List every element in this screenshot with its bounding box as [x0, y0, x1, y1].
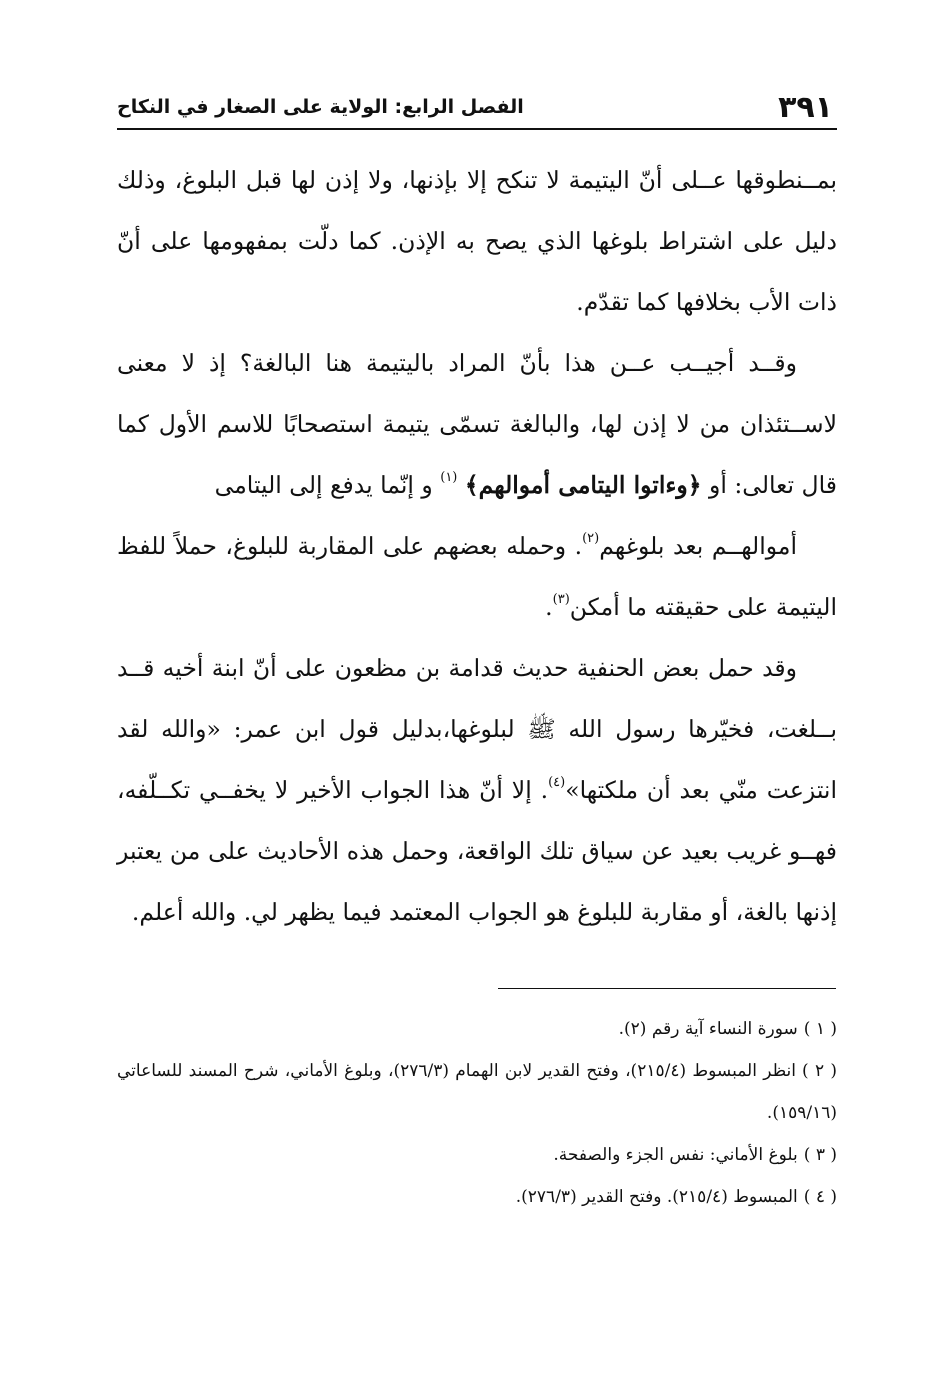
page-header [117, 88, 837, 134]
footnote-marker: ( ٣ ) [803, 1145, 837, 1165]
paragraph-text: وقــد أجيــب عــن هذا بأنّ المراد باليتيمة هنا البالغة؟ إذ لا معنى لاســتئذان من لا إذن لها، والبالغة تسمّى يتيمة استصحابًا للاسم الأول كما قال تعالى: أو [117, 349, 837, 499]
paragraph-text [457, 471, 464, 499]
footnote-reference: (٢) [582, 531, 600, 546]
footnote-marker: ( ٢ ) [802, 1061, 838, 1081]
paragraph [117, 638, 837, 943]
footnote-marker: ( ١ ) [803, 1019, 837, 1039]
paragraph-text: و إنّما يدفع إلى اليتامى [214, 471, 441, 499]
footnote [117, 1134, 837, 1176]
footnote-separator [498, 988, 836, 989]
footnote-text: سورة النساء آية رقم (٢). [618, 1019, 798, 1039]
paragraph-text: . إلا أنّ هذا الجواب الأخير لا يخفــي تكــلّفه، فهــو غريب بعيد عن سياق تلك الواقعة، وحمل هذه الأحاديث على من يعتبر إذنها بالغة، أو مقاربة للبلوغ هو الجواب المعتمد فيما يظهر لي. والله أعلم. [117, 776, 837, 926]
paragraph [117, 333, 837, 516]
paragraph-text: . [545, 593, 553, 621]
paragraph-text: أموالهــم بعد بلوغهم [599, 532, 798, 560]
footnote-reference: (٤) [548, 775, 566, 790]
page-number: ٣٩١ [778, 90, 833, 125]
running-title: الفصل الرابع: الولاية على الصغار في النكاح [117, 96, 524, 118]
paragraph-text: بمــنطوقها عــلى أنّ اليتيمة لا تنكح إلا بإذنها، ولا إذن لها قبل البلوغ، وذلك دليل على اشتراط بلوغها الذي يصح به الإذن. كما دلّت بمفهومها على أنّ ذات الأب بخلافها كما تقدّم. [117, 166, 837, 316]
paragraph-text: . وحمله بعضهم على المقاربة للبلوغ، حملاً للفظ اليتيمة على حقيقته ما أمكن [117, 532, 837, 621]
quran-verse: ﴿وءاتوا اليتامى أموالهم﴾ [464, 471, 702, 499]
footnote-reference: (١) [440, 470, 458, 485]
paragraph [117, 516, 837, 638]
paragraph-text: وقد حمل بعض الحنفية حديث قدامة بن مظعون على أنّ ابنة أخيه قــد بــلغت، فخيّرها رسول الله ﷺ لبلوغها،بدليل قول ابن عمر: «والله لقد انتزعت منّي بعد أن ملكتها» [117, 654, 837, 804]
footnote [117, 1176, 837, 1218]
footnote-text: بلوغ الأماني: نفس الجزء والصفحة. [553, 1145, 798, 1165]
footnotes [117, 1008, 837, 1218]
footnote-marker: ( ٤ ) [803, 1187, 837, 1207]
footnote-text: انظر المبسوط (٢١٥/٤)، وفتح القدير لابن الهمام (٢٧٦/٣)، وبلوغ الأماني، شرح المسند للساعاتي (١٥٩/١٦). [117, 1061, 837, 1123]
footnote-text: المبسوط (٢١٥/٤). وفتح القدير (٢٧٦/٣). [515, 1187, 798, 1207]
paragraph [117, 150, 837, 333]
header-rule [117, 128, 837, 130]
footnote [117, 1050, 837, 1134]
main-text [117, 150, 837, 943]
footnote-reference: (٣) [552, 592, 570, 607]
footnote [117, 1008, 837, 1050]
